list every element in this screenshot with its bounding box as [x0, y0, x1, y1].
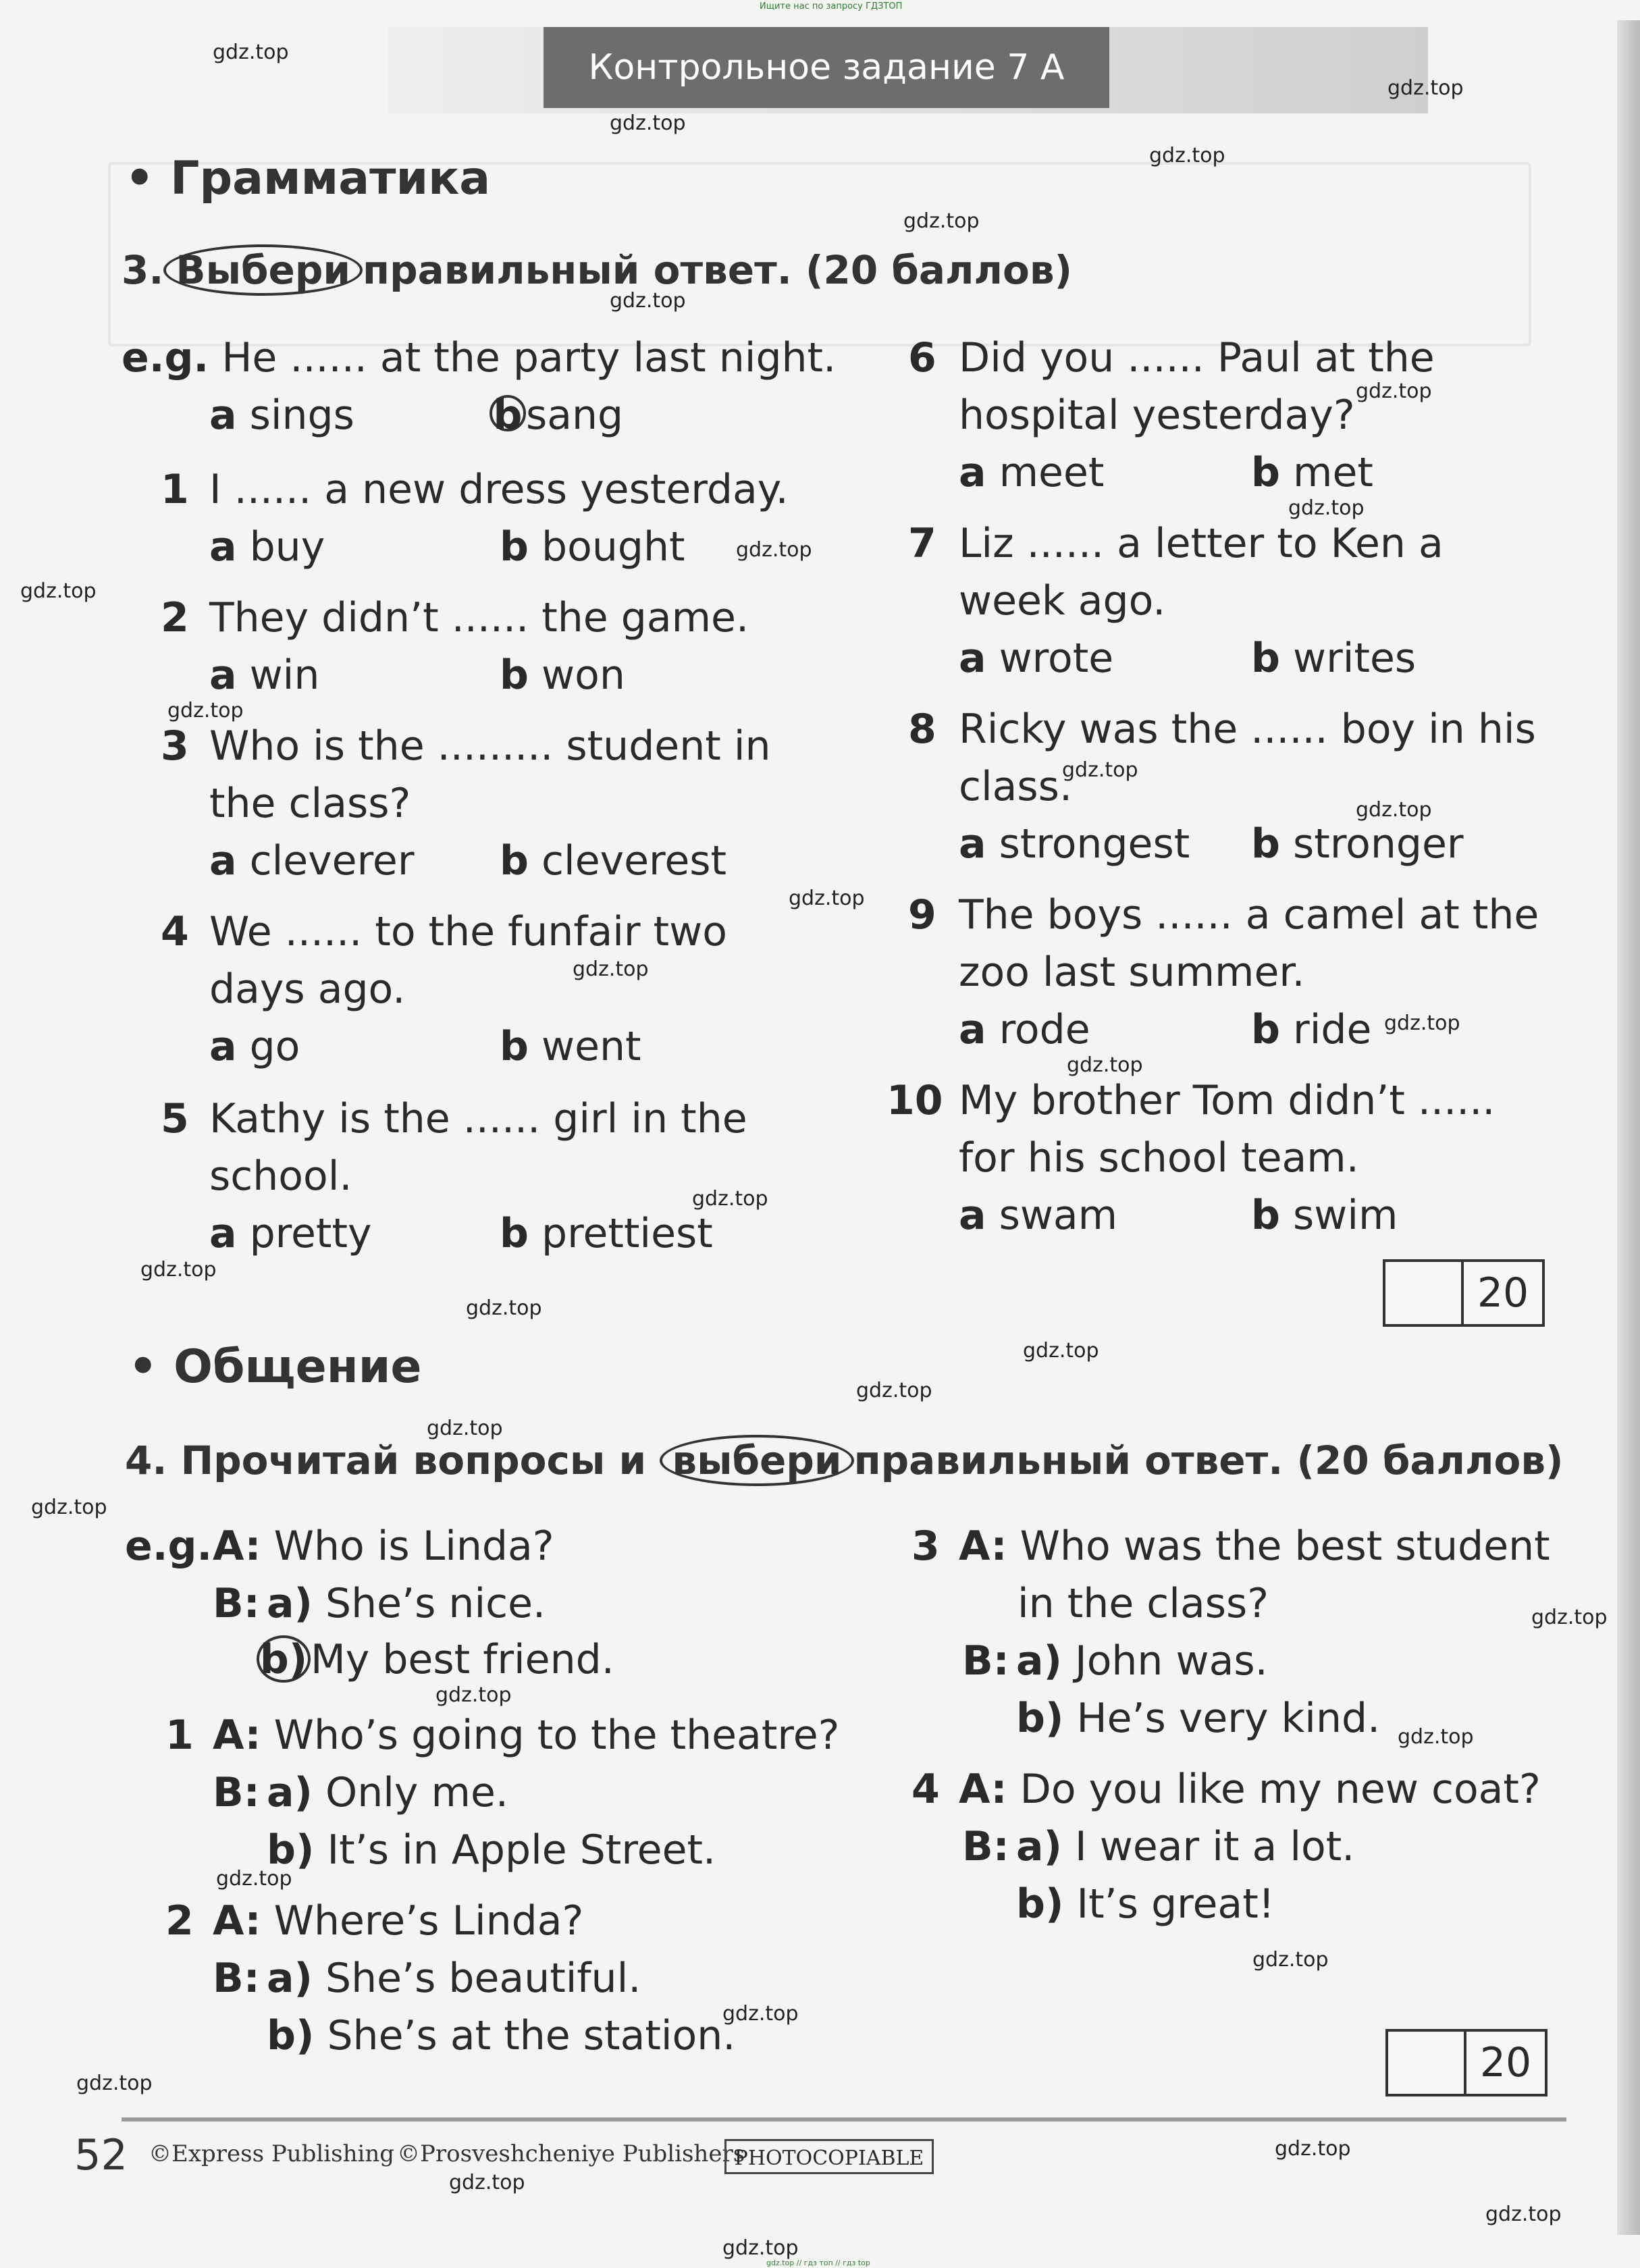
question-4-cont: days ago. [209, 966, 406, 1013]
watermark: gdz.top [722, 2236, 799, 2260]
question-9-cont: zoo last summer. [959, 949, 1305, 996]
example-text: He ...... at the party last night. [221, 334, 837, 381]
q10-option-b: b swim [1251, 1192, 1398, 1239]
watermark: gdz.top [1149, 144, 1225, 167]
comm-q3-option-a: B: a) John was. [962, 1637, 1268, 1685]
question-6-cont: hospital yesterday? [959, 392, 1355, 439]
photocopiable-label: PHOTOCOPIABLE [724, 2139, 934, 2174]
q8-option-a: a strongest [959, 820, 1190, 868]
publisher-2: ©Prosveshcheniye Publishers [397, 2140, 745, 2167]
watermark: gdz.top [20, 579, 97, 603]
grammar-heading: • Грамматика [125, 152, 491, 205]
watermark: gdz.top [1252, 1948, 1329, 1972]
question-7-cont: week ago. [959, 577, 1166, 625]
watermark: gdz.top [903, 209, 980, 233]
q3-option-b: b cleverest [500, 837, 727, 885]
watermark: gdz.top [449, 2171, 525, 2194]
q1-option-b: b bought [500, 523, 685, 571]
comm-question-4: 4 A: Do you like my new coat? [911, 1766, 1541, 1813]
q9-option-b: b ride [1251, 1006, 1372, 1053]
question-3-cont: the class? [209, 780, 411, 827]
score-box-communication[interactable] [1385, 2029, 1548, 2096]
comm-q3-option-b: b) He’s very kind. [1016, 1695, 1381, 1742]
question-10: 10 My brother Tom didn’t ...... [887, 1077, 1496, 1124]
example-question [122, 334, 836, 381]
watermark: gdz.top [610, 111, 686, 135]
watermark: gdz.top [1384, 1011, 1460, 1035]
q4-option-a: a go [209, 1023, 300, 1070]
watermark: gdz.top [76, 2072, 153, 2095]
publisher-1: ©Express Publishing [149, 2140, 395, 2167]
comm-question-1: 1 A: Who’s going to the theatre? [165, 1712, 840, 1759]
communication-heading: • Общение [128, 1340, 422, 1394]
comm-question-3-cont: in the class? [1017, 1580, 1269, 1627]
page-number: 52 [74, 2130, 128, 2180]
watermark: gdz.top [1485, 2203, 1562, 2226]
comm-question-2: 2 A: Where’s Linda? [165, 1897, 584, 1945]
watermark: gdz.top [1062, 758, 1138, 782]
question-8-cont: class. [959, 763, 1073, 810]
score-value: 20 [1461, 1262, 1542, 1324]
communication-task: 4. Прочитай вопросы и выбери правильный ответ. (20 баллов) [125, 1435, 1564, 1486]
watermark: gdz.top [466, 1296, 542, 1320]
q7-option-a: a wrote [959, 635, 1114, 682]
q2-option-a: a win [209, 652, 320, 699]
circled-answer: b [490, 395, 526, 431]
circled-answer: b) [257, 1635, 311, 1683]
score-box-grammar[interactable] [1383, 1259, 1545, 1327]
question-2: 2 They didn’t ...... the game. [161, 594, 749, 641]
comm-q1-option-a: B: a) Only me. [213, 1769, 508, 1816]
score-value: 20 [1464, 2032, 1545, 2094]
question-3: 3 Who is the ......... student in [161, 722, 771, 770]
watermark: gdz.top [573, 957, 649, 981]
watermark: gdz.top [167, 699, 244, 722]
comm-q4-option-b: b) It’s great! [1016, 1880, 1275, 1928]
watermark: gdz.top [31, 1496, 107, 1519]
watermark: gdz.top [427, 1417, 503, 1440]
footer-rule [122, 2117, 1566, 2121]
q2-option-b: b won [500, 652, 625, 699]
comm-q4-option-a: B: a) I wear it a lot. [962, 1823, 1355, 1870]
watermark: gdz.top [1023, 1339, 1099, 1363]
comm-example-option-a: B: a) She’s nice. [213, 1580, 546, 1627]
page-edge-shadow [1617, 20, 1640, 2235]
task-number: 3. [122, 247, 164, 293]
q5-option-b: b prettiest [500, 1210, 713, 1257]
example-label: e.g. [122, 334, 209, 381]
question-6: 6 Did you ...... Paul at the [908, 334, 1435, 381]
task-instruction: правильный ответ. (20 баллов) [363, 247, 1073, 293]
q6-option-a: a meet [959, 449, 1105, 496]
question-4: 4 We ...... to the funfair two [161, 908, 727, 955]
watermark: gdz.top [140, 1258, 217, 1282]
watermark: gdz.top [722, 2002, 799, 2026]
bottom-note: gdz.top // гдз топ // гдз top [766, 2259, 870, 2267]
comm-example-question: e.g.A: Who is Linda? [125, 1523, 554, 1570]
question-9: 9 The boys ...... a camel at the [908, 891, 1539, 939]
watermark: gdz.top [1398, 1725, 1474, 1749]
watermark: gdz.top [1356, 379, 1432, 403]
watermark: gdz.top [1356, 798, 1432, 822]
q10-option-a: a swam [959, 1192, 1118, 1239]
top-note: Ищите нас по запросу ГДЗТОП [760, 1, 903, 11]
example-option-b: bsang [490, 392, 623, 439]
watermark: gdz.top [692, 1187, 768, 1211]
q4-option-b: b went [500, 1023, 641, 1070]
watermark: gdz.top [1288, 496, 1365, 520]
watermark: gdz.top [856, 1379, 932, 1402]
q7-option-b: b writes [1251, 635, 1417, 682]
watermark: gdz.top [1387, 76, 1464, 100]
question-7: 7 Liz ...... a letter to Ken a [908, 520, 1444, 567]
q5-option-a: a pretty [209, 1210, 372, 1257]
example-option-a: a sings [209, 392, 354, 439]
watermark: gdz.top [213, 41, 289, 64]
watermark: gdz.top [1531, 1606, 1608, 1629]
q9-option-a: a rode [959, 1006, 1090, 1053]
circled-verb: Выбери [163, 244, 363, 296]
question-5-cont: school. [209, 1153, 352, 1200]
q8-option-b: b stronger [1251, 820, 1464, 868]
watermark: gdz.top [1067, 1053, 1143, 1077]
comm-question-3: 3 A: Who was the best student [911, 1523, 1550, 1570]
comm-q2-option-a: B: a) She’s beautiful. [213, 1955, 641, 2002]
comm-q1-option-b: b) It’s in Apple Street. [267, 1826, 716, 1874]
comm-example-option-b: b)My best friend. [257, 1635, 614, 1683]
q3-option-a: a cleverer [209, 837, 415, 885]
circled-verb: выбери [660, 1435, 853, 1486]
watermark: gdz.top [736, 538, 812, 562]
watermark: gdz.top [1275, 2137, 1351, 2161]
comm-q2-option-b: b) She’s at the station. [267, 2012, 736, 2059]
question-8: 8 Ricky was the ...... boy in his [908, 706, 1536, 753]
watermark: gdz.top [216, 1867, 292, 1891]
watermark: gdz.top [789, 887, 865, 910]
question-10-cont: for his school team. [959, 1134, 1359, 1182]
page-title: Контрольное задание 7 A [544, 27, 1109, 108]
q1-option-a: a buy [209, 523, 325, 571]
grammar-task [122, 244, 1072, 296]
question-5: 5 Kathy is the ...... girl in the [161, 1095, 747, 1142]
watermark: gdz.top [610, 289, 686, 313]
q6-option-b: b met [1251, 449, 1373, 496]
question-1: 1 I ...... a new dress yesterday. [161, 466, 789, 513]
watermark: gdz.top [435, 1683, 512, 1707]
